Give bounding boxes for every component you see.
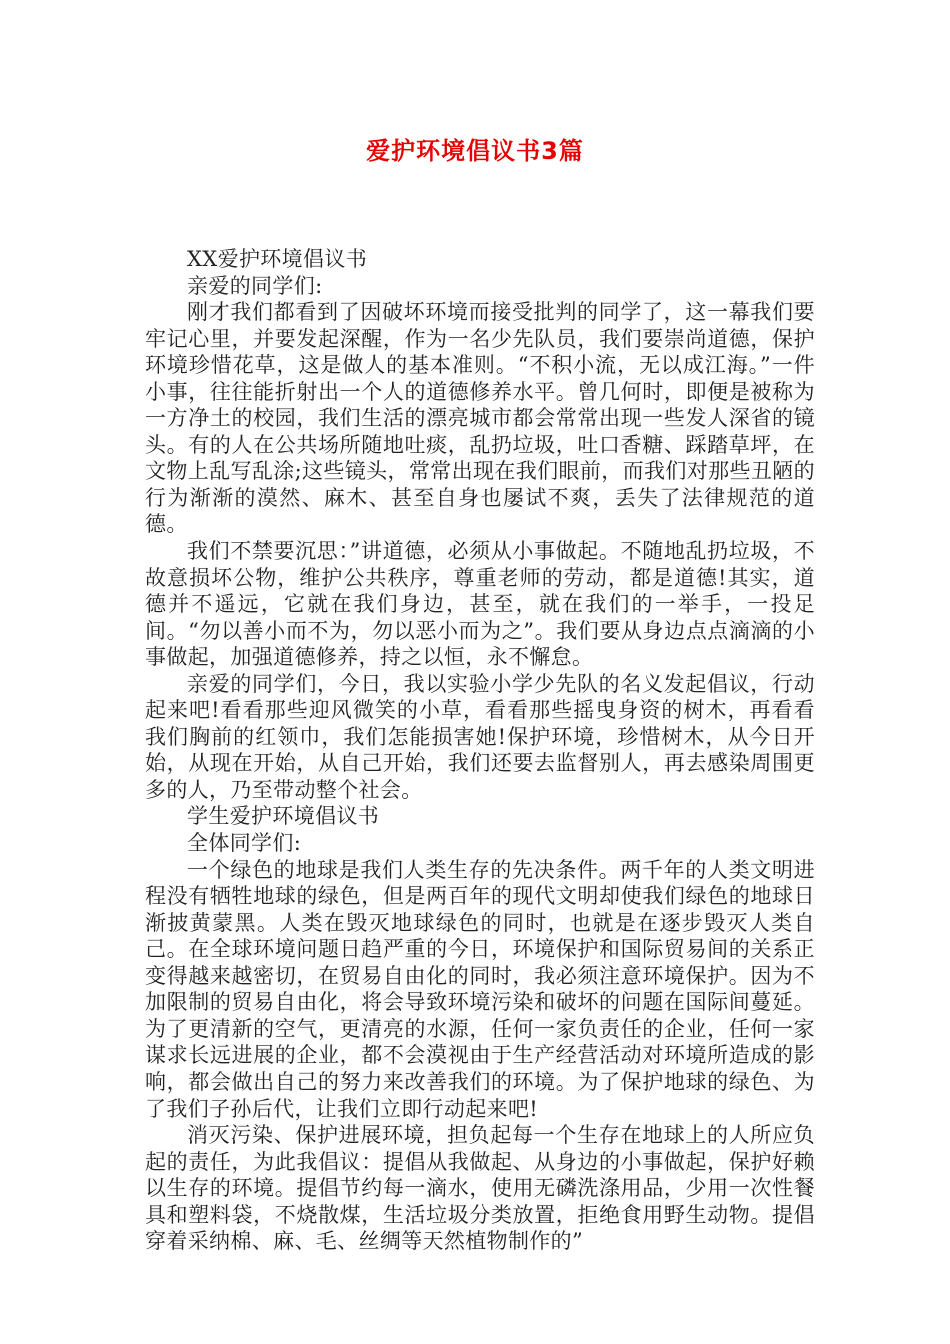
section-heading: 学生爱护环境倡议书 [187, 804, 380, 829]
salutation: 全体同学们: [187, 831, 302, 856]
salutation: 亲爱的同学们: [187, 273, 323, 298]
paragraph: 刚才我们都看到了因破坏环境而接受批判的同学了，这一幕我们要牢记心里，并要发起深醒，作为一名少先队员，我们要崇尚道德，保护环境珍惜花草，这是做人的基本准则。“不积小流，无以成江海。”一件小事，往往能折射出一个人的道德修养水平。曾几何时，即便是被称为一方净土的校园，我们生活的漂亮城市都会常常出现一些发人深省的镜头。有的人在公共场所随地吐痰，乱扔垃圾，吐口香糖、踩踏草坪，在文物上乱写乱涂;这些镜头，常常出现在我们眼前，而我们对那些丑陋的行为渐渐的漠然、麻木、甚至自身也屡试不爽，丢失了法律规范的道德。 [145, 300, 815, 537]
section-heading: XX爱护环境倡议书 [187, 247, 368, 271]
paragraph: 我们不禁要沉思：”讲道德，必须从小事做起。不随地乱扔垃圾，不故意损坏公物，维护公共秩序，尊重老师的劳动，都是道德!其实，道德并不遥远，它就在我们身边，甚至，就在我们的一举手，一投足间。“勿以善小而不为，勿以恶小而为之”。我们要从身边点点滴滴的小事做起，加强道德修养，持之以恒，永不懈怠。 [145, 539, 815, 670]
paragraph: 亲爱的同学们，今日，我以实验小学少先队的名义发起倡议，行动起来吧!看看那些迎风微笑的小草，看看那些摇曳身资的树木，再看看我们胸前的红领巾，我们怎能损害她!保护环境，珍惜树木，从今日开始，从现在开始，从自己开始，我们还要去监督别人，再去感染周围更多的人，乃至带动整个社会。 [145, 671, 815, 802]
document-body [145, 246, 815, 1255]
paragraph: 一个绿色的地球是我们人类生存的先决条件。两千年的人类文明进程没有牺牲地球的绿色，但是两百年的现代文明却使我们绿色的地球日渐披黄蒙黑。人类在毁灭地球绿色的同时，也就是在逐步毁灭人类自己。在全球环境问题日趋严重的今日，环境保护和国际贸易间的关系正变得越来越密切，在贸易自由化的同时，我必须注意环境保护。因为不加限制的贸易自由化，将会导致环境污染和破坏的问题在国际间蔓延。为了更清新的空气，更清亮的水源，任何一家负责任的企业，任何一家谋求长远进展的企业，都不会漠视由于生产经营活动对环境所造成的影响，都会做出自己的努力来改善我们的环境。为了保护地球的绿色、为了我们子孙后代，让我们立即行动起来吧! [145, 857, 815, 1121]
document-title: 爱护环境倡议书3篇 [366, 137, 584, 165]
paragraph: 消灭污染、保护进展环境，担负起每一个生存在地球上的人所应负起的责任，为此我倡议：提倡从我做起、从身边的小事做起，保护好赖以生存的环境。提倡节约每一滴水，使用无磷洗涤用品，少用一次性餐具和塑料袋，不烧散煤，生活垃圾分类放置，拒绝食用野生动物。提倡穿着采纳棉、麻、毛、丝绸等天然植物制作的” [145, 1123, 815, 1254]
